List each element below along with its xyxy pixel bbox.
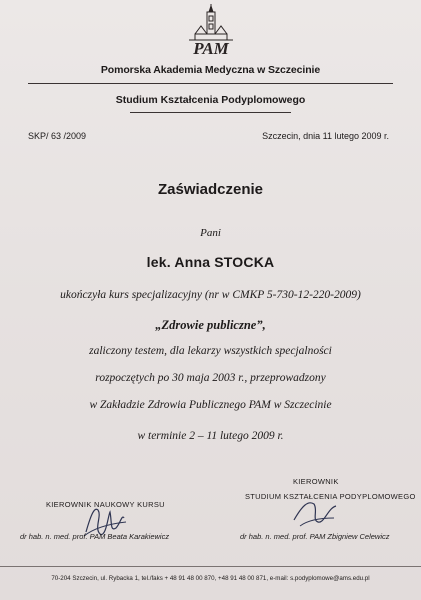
- certificate-title: Zaświadczenie: [157, 181, 264, 198]
- footer-address: 70-204 Szczecin, ul. Rybacka 1, tel./faks + 48 91 48 00 870, +48 91 48 00 871, e-mail: s.podyplomowe@ams.edu.pl: [51, 575, 370, 582]
- place-and-date: Szczecin, dnia 11 lutego 2009 r.: [262, 131, 389, 141]
- salutation: Pani: [200, 227, 221, 239]
- location-line: w Zakładzie Zdrowia Publicznego PAM w Szczecinie: [89, 399, 332, 411]
- term-line: w terminie 2 – 11 lutego 2009 r.: [137, 430, 284, 442]
- studium-name: Studium Kształcenia Podyplomowego: [115, 94, 306, 106]
- right-signature-title-1: KIEROWNIK: [293, 477, 339, 486]
- course-name: „Zdrowie publiczne”,: [155, 318, 266, 332]
- left-signature-title: KIEROWNIK NAUKOWY KURSU: [46, 500, 165, 509]
- pam-logo: [181, 4, 241, 58]
- test-line: zaliczony testem, dla lekarzy wszystkich specjalności: [89, 345, 332, 357]
- right-signature-title-2: STUDIUM KSZTAŁCENIA PODYPLOMOWEGO: [245, 492, 416, 501]
- academy-name: Pomorska Akademia Medyczna w Szczecinie: [100, 64, 321, 76]
- studium-divider: [130, 112, 291, 113]
- right-signatory-name: dr hab. n. med. prof. PAM Zbigniew Celewicz: [240, 532, 390, 541]
- specialty-line: rozpoczętych po 30 maja 2003 r., przeprowadzony: [95, 372, 326, 384]
- reference-number: SKP/ 63 /2009: [28, 131, 87, 141]
- left-signatory-name: dr hab. n. med. prof. PAM Beata Karakiewicz: [20, 532, 170, 541]
- right-handwritten-signature: [290, 490, 340, 534]
- footer-divider: [0, 566, 421, 567]
- logo-text: PAM: [193, 39, 229, 58]
- recipient-name: lek. Anna STOCKA: [146, 254, 275, 270]
- header-divider: [28, 83, 393, 84]
- course-line: ukończyła kurs specjalizacyjny (nr w CMKP 5-730-12-220-2009): [60, 289, 361, 301]
